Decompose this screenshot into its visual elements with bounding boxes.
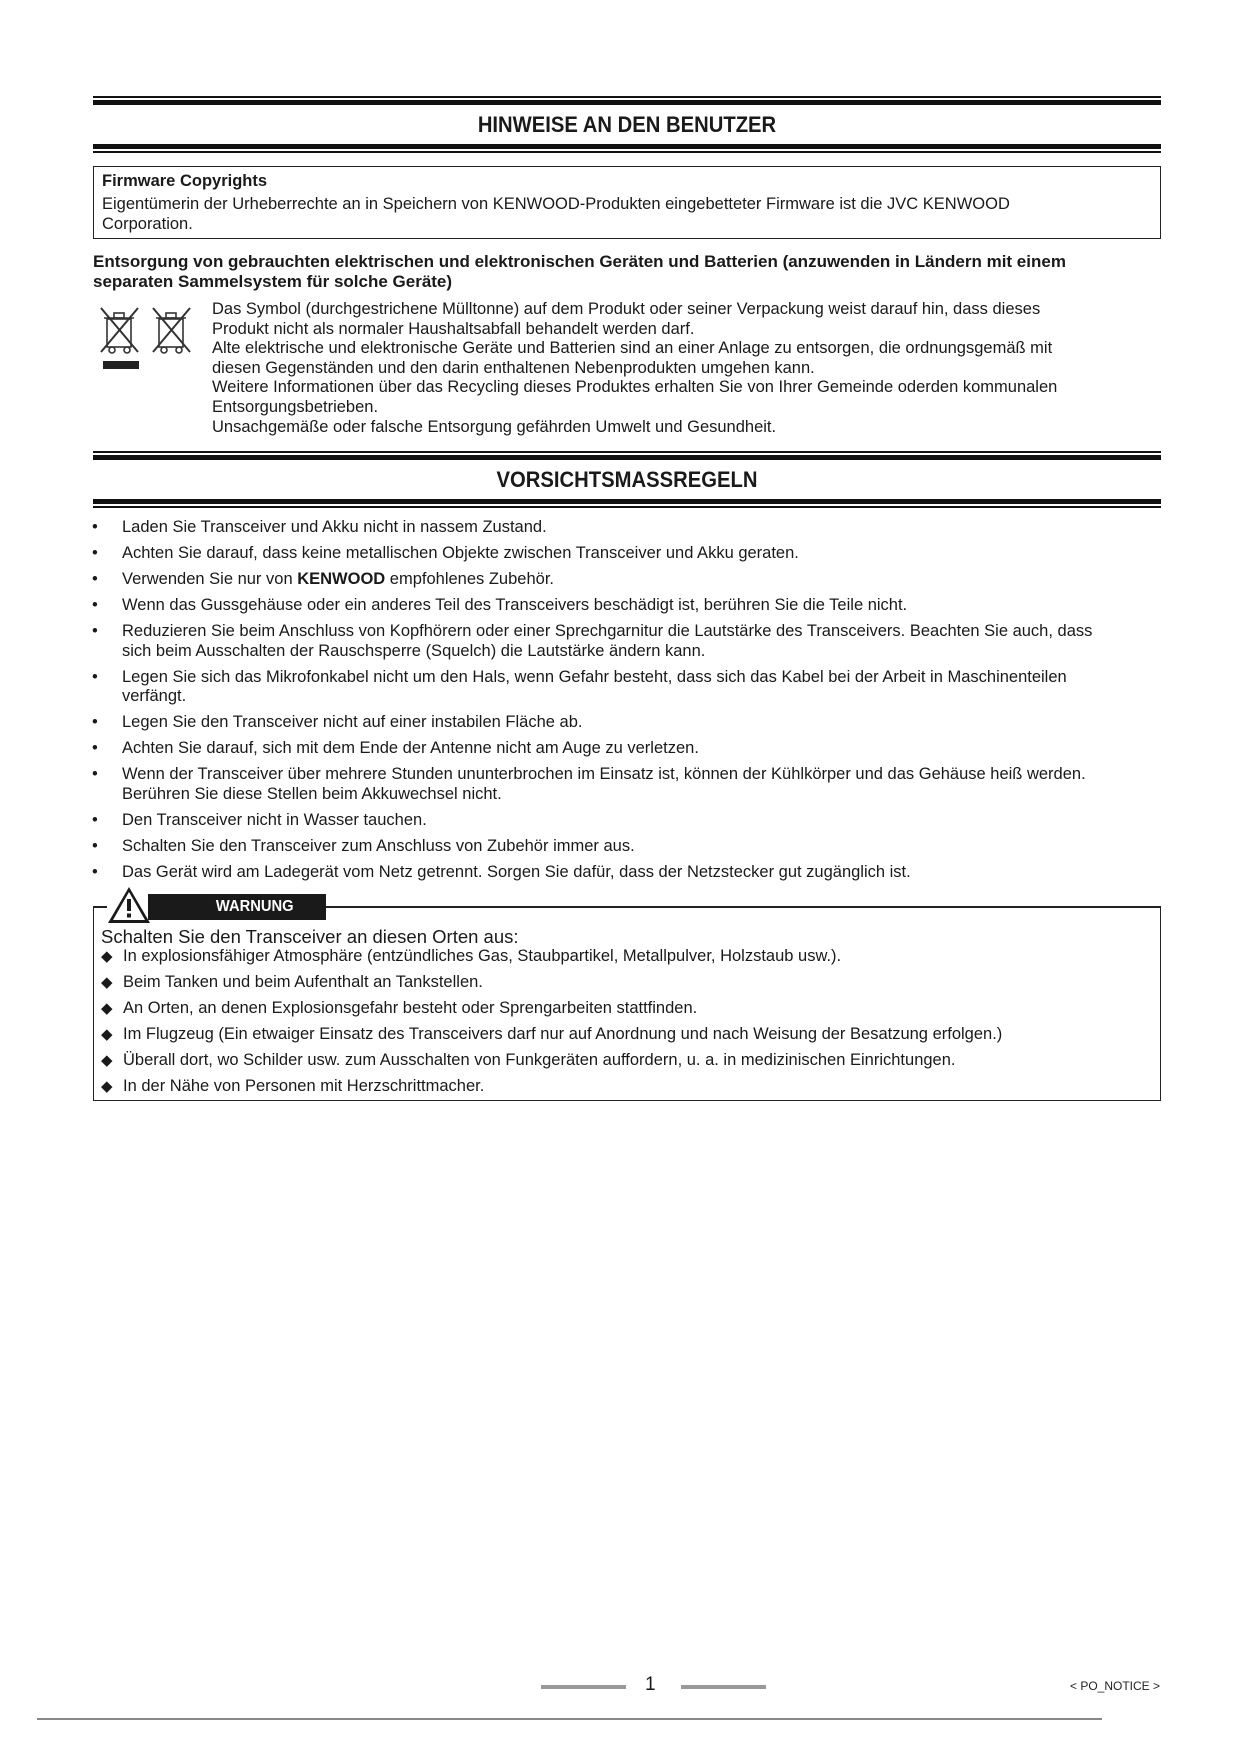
firmware-title: Firmware Copyrights xyxy=(102,172,268,190)
precautions-list xyxy=(90,518,1165,889)
bullet: • xyxy=(92,810,98,829)
diamond-bullet-icon: ◆ xyxy=(101,973,113,991)
section-title: HINWEISE AN DEN BENUTZER xyxy=(477,112,777,137)
item-text: Wenn der Transceiver über mehrere Stunden ununterbrochen im Einsatz ist, können der Kühlkörper und das Gehäuse heiß werden. xyxy=(122,765,1086,784)
list-item xyxy=(90,544,1165,564)
item-text: Wenn das Gussgehäuse oder ein anderes Teil des Transceivers beschädigt ist, berühren Sie die Teile nicht. xyxy=(122,595,908,614)
item-text: Laden Sie Transceiver und Akku nicht in nassem Zustand. xyxy=(122,518,547,536)
disposal-text xyxy=(212,300,1162,437)
disposal-line: Weitere Informationen über das Recycling dieses Produktes erhalten Sie von Ihrer Gemeinde oderden kommunalen xyxy=(212,378,1058,397)
list-item xyxy=(90,837,1165,857)
list-item xyxy=(90,713,1165,733)
item-text: Verwenden Sie nur von xyxy=(122,569,298,588)
bullet: • xyxy=(92,836,98,855)
crossed-bin-icon xyxy=(101,308,138,353)
disposal-line: Das Symbol (durchgestrichene Mülltonne) auf dem Produkt oder seiner Verpackung weist darauf hin, dass dieses xyxy=(212,300,1041,318)
item-text: Berühren Sie diese Stellen beim Akkuwechsel nicht. xyxy=(122,784,502,803)
disposal-heading-line: separaten Sammelsystem für solche Geräte) xyxy=(93,272,453,291)
divider xyxy=(93,451,1161,453)
warning-list xyxy=(101,947,1151,1103)
list-item xyxy=(90,518,1165,538)
diamond-bullet-icon: ◆ xyxy=(101,1077,113,1095)
bullet: • xyxy=(92,518,98,536)
section-header-precautions xyxy=(93,451,1161,508)
warning-triangle-icon xyxy=(107,886,151,924)
bullet: • xyxy=(92,621,98,640)
item-text: In der Nähe von Personen mit Herzschrittmacher. xyxy=(123,1076,485,1095)
bullet: • xyxy=(92,595,98,614)
bullet: • xyxy=(92,862,98,881)
section-title: VORSICHTSMASSREGELN xyxy=(496,467,758,492)
disposal-heading-line: Entsorgung von gebrauchten elektrischen und elektronischen Geräten und Batterien (anzuwenden in Ländern mit einem xyxy=(93,252,1066,271)
firmware-text-line: Corporation. xyxy=(102,215,193,233)
item-text: Schalten Sie den Transceiver zum Anschluss von Zubehör immer aus. xyxy=(122,836,635,855)
item-text: Reduzieren Sie beim Anschluss von Kopfhörern oder einer Sprechgarnitur die Lautstärke des Transceivers. Beachten Sie auch, dass xyxy=(122,621,1093,640)
crossed-bin-icon xyxy=(153,308,190,353)
disposal-line: diesen Gegenständen und den darin enthaltenen Nebenprodukten umgehen kann. xyxy=(212,358,815,377)
divider xyxy=(93,499,1161,504)
divider xyxy=(541,1685,626,1689)
item-text: In explosionsfähiger Atmosphäre (entzündliches Gas, Staubpartikel, Metallpulver, Holzstaub usw.). xyxy=(123,947,842,965)
diamond-bullet-icon: ◆ xyxy=(101,1051,113,1069)
item-text: empfohlenes Zubehör. xyxy=(385,569,554,588)
disposal-line: Entsorgungsbetrieben. xyxy=(212,397,379,416)
list-item xyxy=(90,596,1165,616)
divider xyxy=(93,96,1161,98)
bullet: • xyxy=(92,569,98,588)
divider xyxy=(93,100,1161,105)
brand-name: KENWOOD xyxy=(297,569,386,588)
item-text: sich beim Ausschalten der Rauschsperre (Squelch) die Lautstärke ändern kann. xyxy=(122,641,706,660)
item-text: Im Flugzeug (Ein etwaiger Einsatz des Transceivers darf nur auf Anordnung und nach Weisung der Besatzung erfolgen.) xyxy=(123,1024,1003,1043)
page-number: 1 xyxy=(645,1674,656,1695)
section-header-notice xyxy=(93,96,1161,153)
bullet: • xyxy=(92,713,98,732)
disposal-icons xyxy=(100,306,200,376)
disposal-heading xyxy=(93,252,1161,292)
bullet: • xyxy=(92,667,98,686)
disposal-line: Alte elektrische und elektronische Geräte und Batterien sind an einer Anlage zu entsorgen, die ordnungsgemäß mit xyxy=(212,339,1053,358)
item-text: Beim Tanken und beim Aufenthalt an Tankstellen. xyxy=(123,972,483,991)
warning-label xyxy=(148,894,326,920)
divider xyxy=(324,906,1160,908)
item-text: Achten Sie darauf, sich mit dem Ende der Antenne nicht am Auge zu verletzen. xyxy=(122,739,699,758)
divider xyxy=(93,906,107,908)
firmware-text xyxy=(102,194,1160,234)
disposal-line: Unsachgemäße oder falsche Entsorgung gefährden Umwelt und Gesundheit. xyxy=(212,417,777,436)
item-text: Achten Sie darauf, dass keine metallischen Objekte zwischen Transceiver und Akku geraten. xyxy=(122,543,799,562)
divider xyxy=(93,151,1161,153)
warning-label-text: WARNUNG xyxy=(215,898,294,915)
list-item xyxy=(90,811,1165,831)
divider xyxy=(93,506,1161,508)
list-item xyxy=(101,973,1151,993)
divider xyxy=(93,144,1161,149)
diamond-bullet-icon: ◆ xyxy=(101,999,113,1017)
warning-intro: Schalten Sie den Transceiver an diesen Orten aus: xyxy=(101,926,519,947)
disposal-line: Produkt nicht als normaler Haushaltsabfall behandelt werden darf. xyxy=(212,319,695,338)
list-item xyxy=(101,1077,1151,1097)
list-item xyxy=(101,947,1151,967)
divider xyxy=(681,1685,766,1689)
list-item xyxy=(101,1051,1151,1071)
list-item xyxy=(90,863,1165,883)
bullet: • xyxy=(92,765,98,784)
divider xyxy=(93,455,1161,460)
item-text: Das Gerät wird am Ladegerät vom Netz getrennt. Sorgen Sie dafür, dass der Netzstecker gut zugänglich ist. xyxy=(122,862,911,881)
bullet: • xyxy=(92,739,98,758)
divider xyxy=(37,1718,1102,1720)
bullet: • xyxy=(92,543,98,562)
list-item xyxy=(90,622,1165,661)
item-text: Den Transceiver nicht in Wasser tauchen. xyxy=(122,810,427,829)
item-text: Überall dort, wo Schilder usw. zum Ausschalten von Funkgeräten auffordern, u. a. in medizinischen Einrichtungen. xyxy=(123,1050,956,1069)
list-item xyxy=(101,999,1151,1019)
list-item xyxy=(90,765,1165,804)
firmware-text-line: Eigentümerin der Urheberrechte an in Speichern von KENWOOD-Produkten eingebetteter Firmware ist die JVC KENWOOD xyxy=(102,195,1010,213)
list-item xyxy=(90,668,1165,707)
item-text: verfängt. xyxy=(122,687,187,706)
list-item xyxy=(90,739,1165,759)
list-item xyxy=(90,570,1165,590)
firmware-copyright-box xyxy=(93,166,1161,239)
bar-icon xyxy=(103,361,139,369)
item-text: Legen Sie sich das Mikrofonkabel nicht um den Hals, wenn Gefahr besteht, dass sich das Kabel bei der Arbeit in Maschinenteilen xyxy=(122,667,1067,686)
diamond-bullet-icon: ◆ xyxy=(101,1025,113,1043)
item-text: Legen Sie den Transceiver nicht auf einer instabilen Fläche ab. xyxy=(122,713,583,732)
diamond-bullet-icon: ◆ xyxy=(101,948,113,965)
list-item xyxy=(101,1025,1151,1045)
item-text: An Orten, an denen Explosionsgefahr besteht oder Sprengarbeiten stattfinden. xyxy=(123,998,698,1017)
notice-code: < PO_NOTICE > xyxy=(1070,1679,1161,1693)
